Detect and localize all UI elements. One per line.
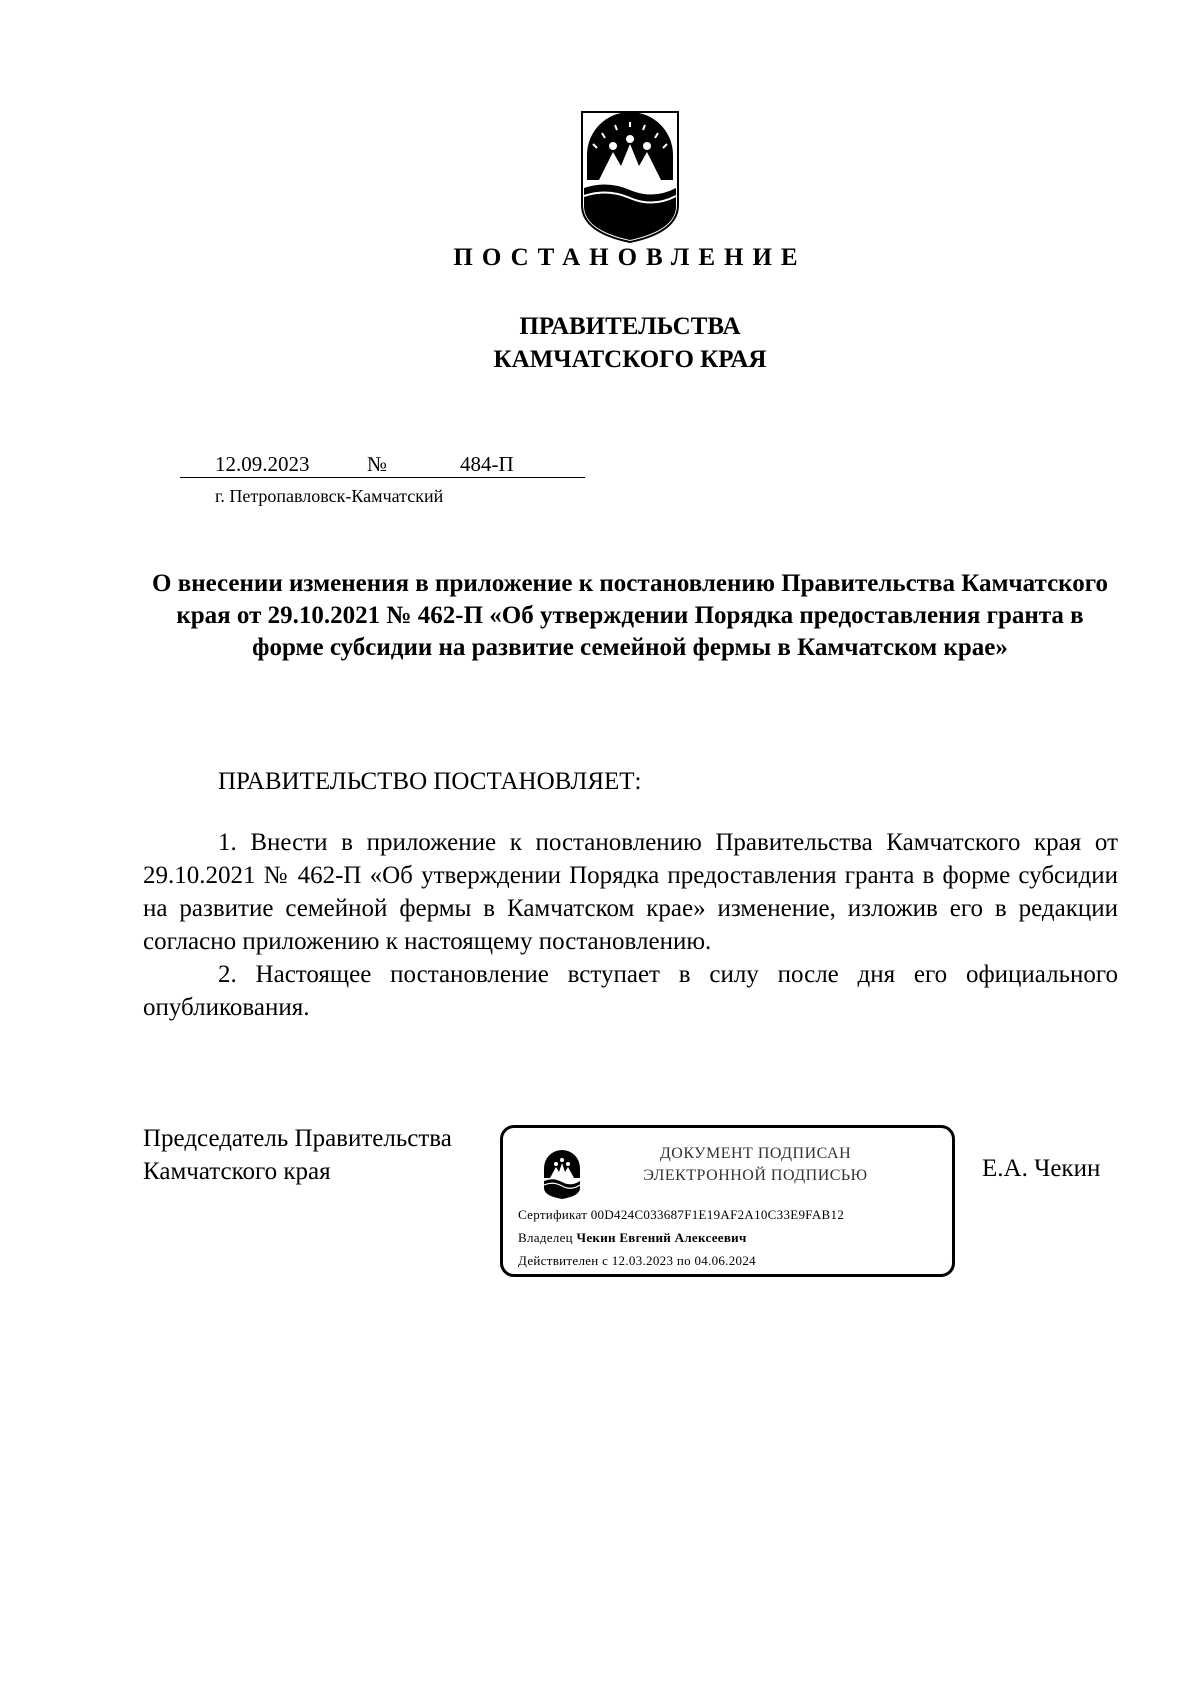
- authority-line-1: ПРАВИТЕЛЬСТВА: [519, 313, 741, 340]
- valid-to-label: по: [676, 1253, 691, 1268]
- owner-value: Чекин Евгений Алексеевич: [576, 1230, 747, 1245]
- number-sign: №: [367, 452, 388, 476]
- document-date: 12.09.2023: [215, 452, 310, 476]
- kamchatka-coat-of-arms-icon: [577, 110, 683, 244]
- document-number: 484-П: [460, 452, 514, 476]
- signatory-title-line-1: Председатель Правительства: [143, 1125, 452, 1152]
- stamp-certificate: [518, 1207, 844, 1223]
- document-city: г. Петропавловск-Камчатский: [215, 486, 444, 506]
- signatory-title: [143, 1122, 452, 1188]
- decree-line: ПРАВИТЕЛЬСТВО ПОСТАНОВЛЯЕТ:: [218, 768, 642, 795]
- document-body: [143, 826, 1118, 1024]
- kamchatka-coat-of-arms-icon: [541, 1148, 583, 1200]
- document-subject: О внесении изменения в приложение к постановлению Правительства Камчатского края от 29.10.2021 № 462-П «Об утверждении Порядка предоставления гранта в форме субсидии на развитие семейной фермы в Камчатском крае»: [152, 570, 1108, 661]
- signatory-name: Е.А. Чекин: [982, 1155, 1101, 1182]
- paragraph-1: 1. Внести в приложение к постановлению Правительства Камчатского края от 29.10.2021 № 462-П «Об утверждении Порядка предоставления гранта в форме субсидии на развитие семейной фермы в Камчатском крае» изменение, изложив его в редакции согласно приложению к настоящему постановлению.: [143, 829, 1118, 955]
- electronic-signature-stamp: [500, 1125, 955, 1277]
- valid-label: Действителен с: [518, 1253, 609, 1268]
- owner-label: Владелец: [518, 1230, 573, 1245]
- certificate-value: 00D424C033687F1E19AF2A10C33E9FAB12: [590, 1207, 845, 1222]
- authority-line-2: КАМЧАТСКОГО КРАЯ: [493, 346, 767, 373]
- issuing-authority: [0, 310, 1200, 376]
- signatory-title-line-2: Камчатского края: [143, 1158, 331, 1185]
- paragraph-2: 2. Настоящее постановление вступает в силу после дня его официального опубликования.: [143, 961, 1118, 1021]
- document-type: ПОСТАНОВЛЕНИЕ: [453, 244, 807, 271]
- certificate-label: Сертификат: [518, 1207, 588, 1222]
- stamp-heading-line-1: ДОКУМЕНТ ПОДПИСАН: [659, 1145, 852, 1162]
- valid-to: 04.06.2024: [694, 1253, 756, 1268]
- valid-from: 12.03.2023: [611, 1253, 674, 1268]
- stamp-owner: [518, 1230, 747, 1246]
- stamp-heading-line-2: ЭЛЕКТРОННОЙ ПОДПИСЬЮ: [643, 1167, 868, 1184]
- stamp-validity: [518, 1253, 756, 1269]
